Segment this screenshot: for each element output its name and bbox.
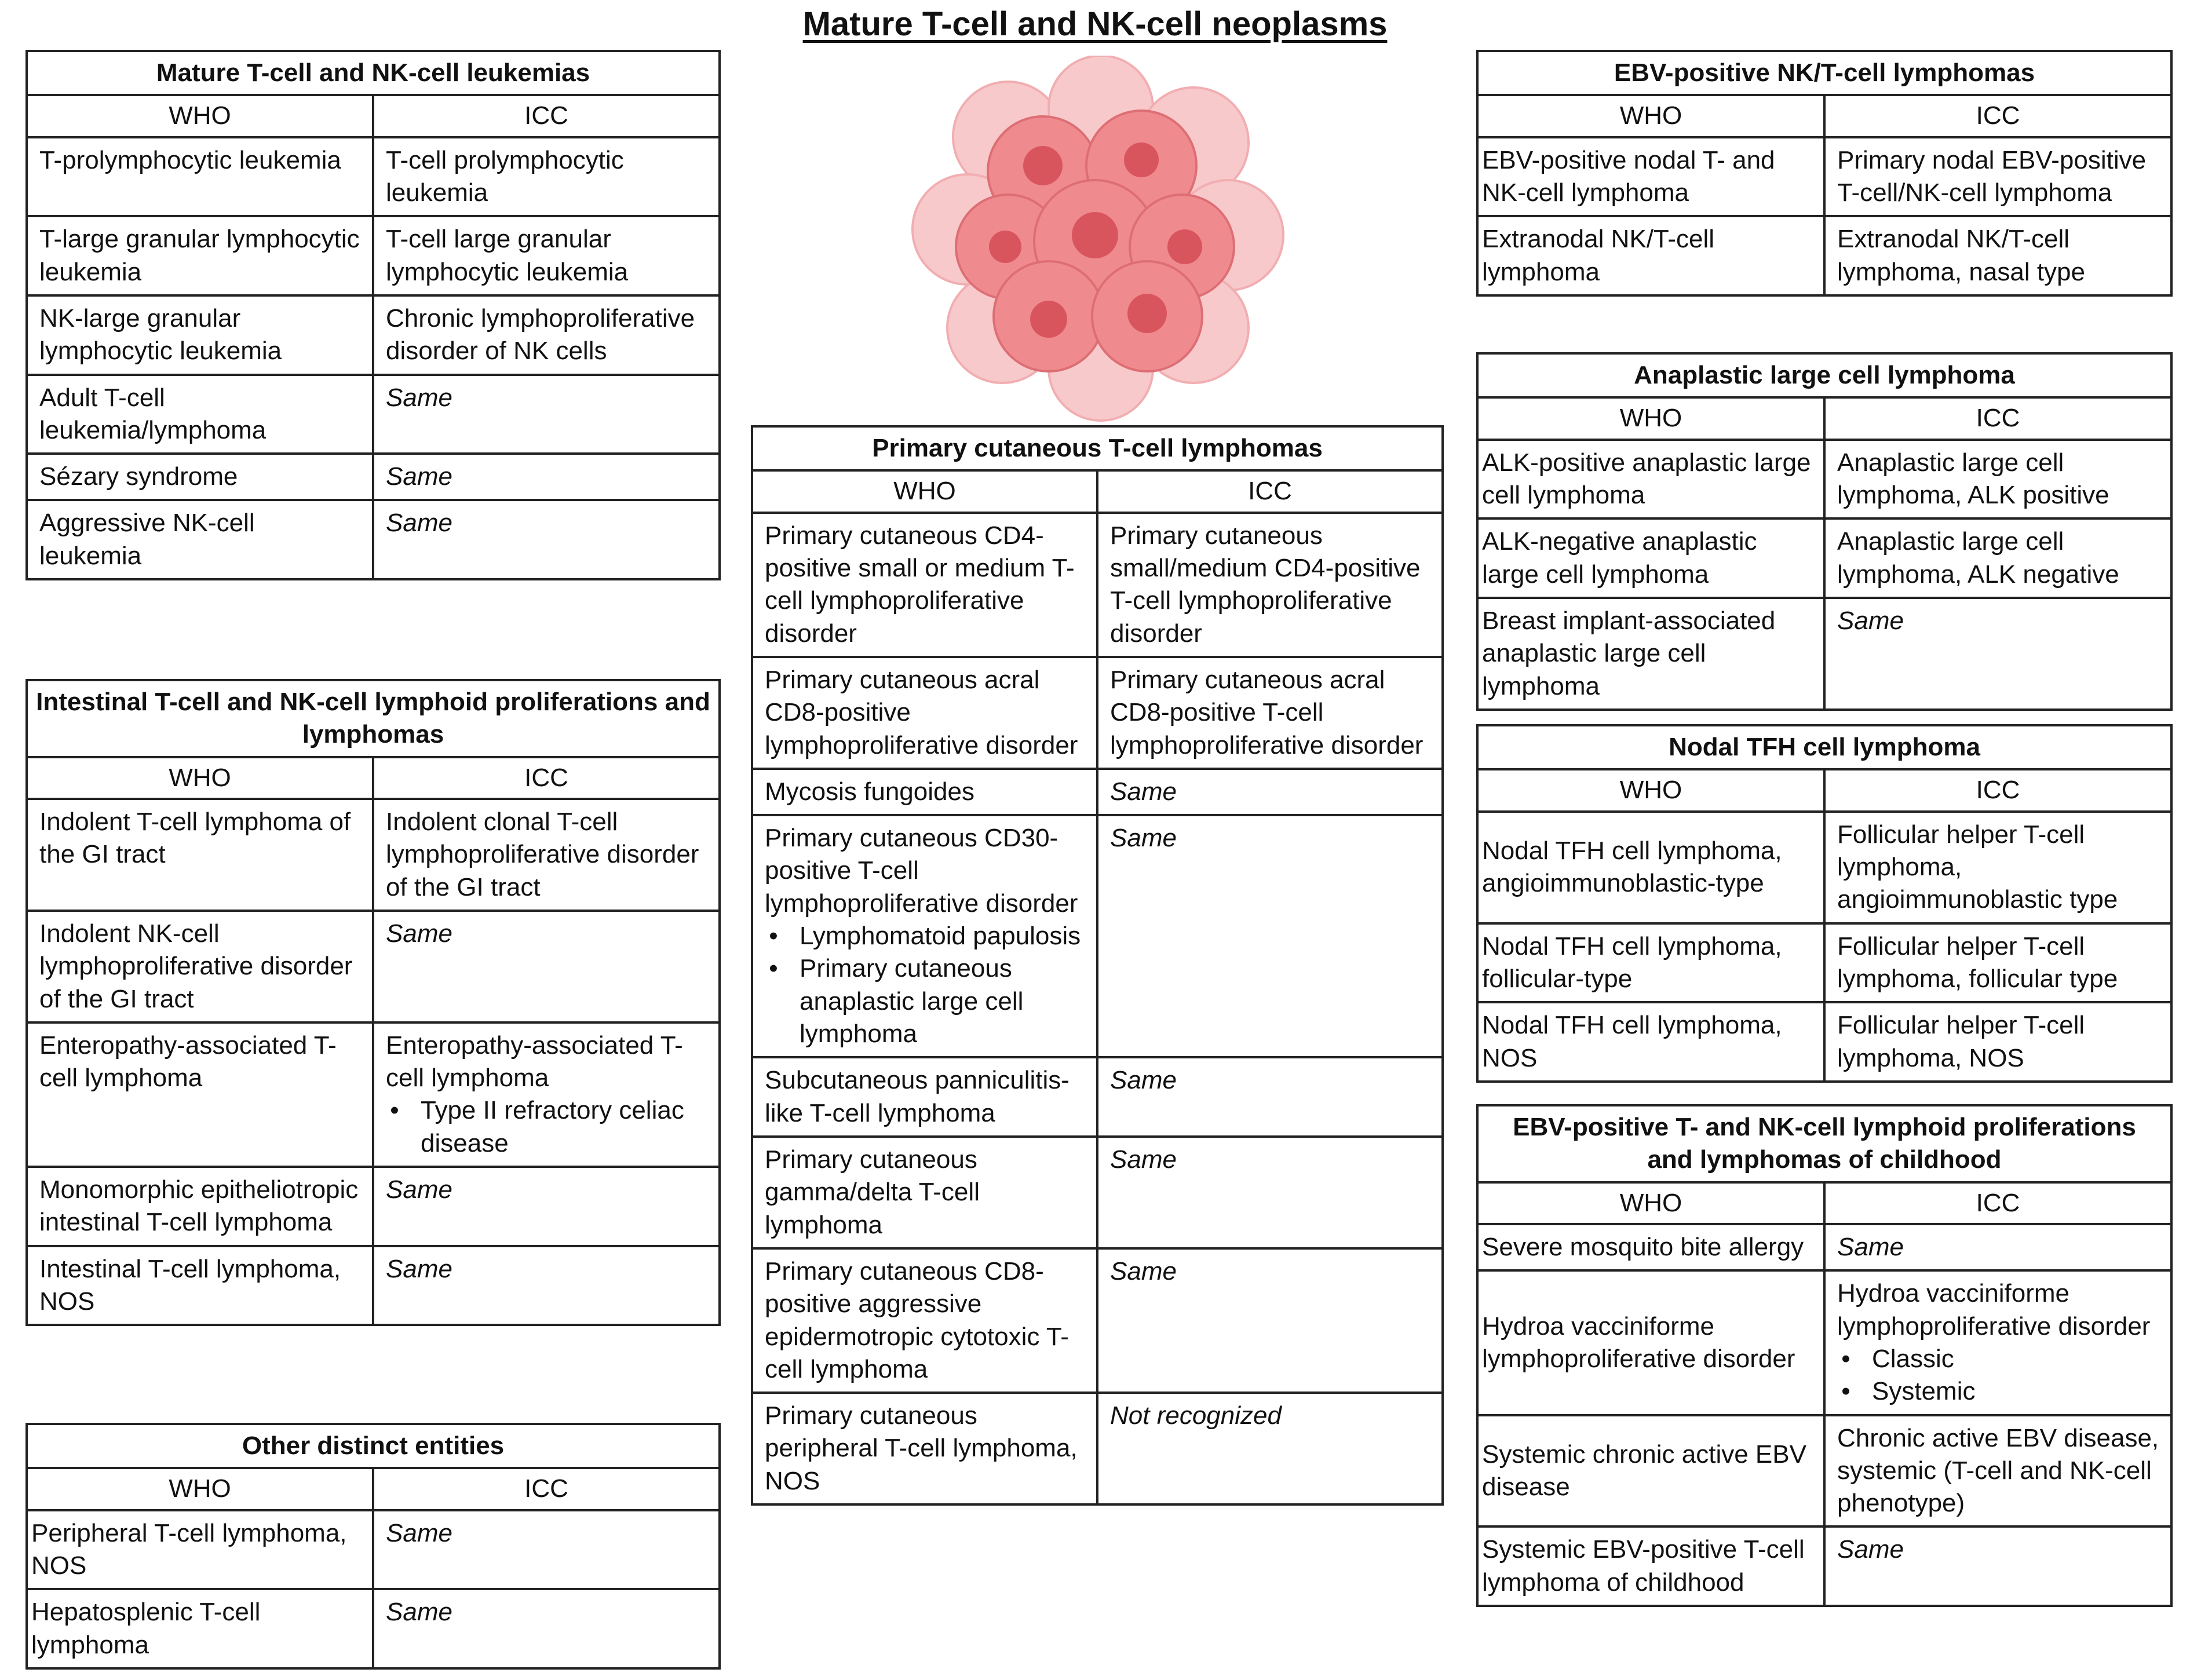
icc-cell: Same bbox=[373, 1246, 720, 1325]
who-cell: T-prolymphocytic leukemia bbox=[27, 137, 373, 217]
col-header-who: WHO bbox=[752, 470, 1097, 512]
col-header-icc: ICC bbox=[1824, 397, 2171, 439]
who-cell: Hydroa vacciniforme lymphoproliferative disorder bbox=[1477, 1270, 1824, 1415]
table-row bbox=[1477, 440, 2171, 519]
table-nodal-tfh bbox=[1476, 724, 2173, 1083]
table-row bbox=[27, 1510, 720, 1590]
table-row bbox=[27, 216, 720, 295]
icc-cell: Same bbox=[1097, 1137, 1443, 1248]
icc-cell: Same bbox=[1824, 1526, 2171, 1606]
icc-cell: Same bbox=[373, 500, 720, 579]
table-title: Other distinct entities bbox=[27, 1424, 720, 1468]
icc-cell: Primary cutaneous small/medium CD4-positive T-cell lymphoproliferative disorder bbox=[1097, 513, 1443, 657]
who-cell: Primary cutaneous acral CD8-positive lymphoproliferative disorder bbox=[752, 657, 1097, 769]
who-cell: Subcutaneous panniculitis-like T-cell lymphoma bbox=[752, 1057, 1097, 1137]
table-row bbox=[752, 1137, 1443, 1248]
who-cell: Severe mosquito bite allergy bbox=[1477, 1224, 1824, 1270]
col-header-who: WHO bbox=[27, 1468, 373, 1510]
table-row bbox=[27, 295, 720, 375]
page-title-text: Mature T-cell and NK-cell neoplasms bbox=[802, 5, 1388, 43]
table-title: Nodal TFH cell lymphoma bbox=[1477, 725, 2171, 769]
table-row bbox=[27, 1022, 720, 1167]
table-row bbox=[1477, 812, 2171, 923]
icc-cell: Indolent clonal T-cell lymphoproliferative disorder of the GI tract bbox=[373, 799, 720, 911]
table-childhood-ebv bbox=[1476, 1104, 2173, 1607]
who-cell: Peripheral T-cell lymphoma, NOS bbox=[27, 1510, 373, 1590]
table-title: Intestinal T-cell and NK-cell lymphoid proliferations and lymphomas bbox=[27, 680, 720, 757]
table-title: Primary cutaneous T-cell lymphomas bbox=[752, 426, 1443, 470]
icc-cell: Anaplastic large cell lymphoma, ALK positive bbox=[1824, 440, 2171, 519]
who-cell: Nodal TFH cell lymphoma, NOS bbox=[1477, 1002, 1824, 1082]
table-row bbox=[1477, 1415, 2171, 1527]
table-row bbox=[27, 1246, 720, 1325]
icc-cell: T-cell large granular lymphocytic leukemia bbox=[373, 216, 720, 295]
col-header-icc: ICC bbox=[373, 95, 720, 137]
who-cell: Intestinal T-cell lymphoma, NOS bbox=[27, 1246, 373, 1325]
table-row bbox=[1477, 518, 2171, 598]
who-cell: Hepatosplenic T-cell lymphoma bbox=[27, 1589, 373, 1668]
who-cell: T-large granular lymphocytic leukemia bbox=[27, 216, 373, 295]
table-ebv-nk bbox=[1476, 50, 2173, 297]
col-header-icc: ICC bbox=[1824, 769, 2171, 811]
who-cell: ALK-positive anaplastic large cell lymphoma bbox=[1477, 440, 1824, 519]
table-row bbox=[27, 500, 720, 579]
who-cell: Indolent NK-cell lymphoproliferative disorder of the GI tract bbox=[27, 911, 373, 1022]
icc-cell: Same bbox=[373, 1167, 720, 1246]
table-row bbox=[1477, 216, 2171, 295]
table-leukemias bbox=[25, 50, 721, 580]
table-row bbox=[752, 1393, 1443, 1504]
table-row bbox=[1477, 1224, 2171, 1270]
who-cell bbox=[752, 815, 1097, 1057]
who-cell: Indolent T-cell lymphoma of the GI tract bbox=[27, 799, 373, 911]
icc-cell: Same bbox=[1097, 1057, 1443, 1137]
icc-cell bbox=[373, 1022, 720, 1167]
table-row bbox=[752, 815, 1443, 1057]
table-row bbox=[752, 1057, 1443, 1137]
icc-cell: Primary nodal EBV-positive T-cell/NK-cell lymphoma bbox=[1824, 137, 2171, 217]
table-intestinal bbox=[25, 679, 721, 1326]
bullet-item: • Lymphomatoid papulosis bbox=[800, 920, 1086, 952]
col-header-icc: ICC bbox=[1824, 95, 2171, 137]
table-row bbox=[752, 769, 1443, 815]
table-title: EBV-positive T- and NK-cell lymphoid proliferations and lymphomas of childhood bbox=[1477, 1105, 2171, 1182]
table-row bbox=[27, 799, 720, 911]
col-header-icc: ICC bbox=[1097, 470, 1443, 512]
who-cell: Extranodal NK/T-cell lymphoma bbox=[1477, 216, 1824, 295]
icc-cell: Follicular helper T-cell lymphoma, angioimmunoblastic type bbox=[1824, 812, 2171, 923]
who-cell: Nodal TFH cell lymphoma, follicular-type bbox=[1477, 923, 1824, 1003]
table-row bbox=[27, 137, 720, 217]
who-cell: ALK-negative anaplastic large cell lymphoma bbox=[1477, 518, 1824, 598]
who-cell: EBV-positive nodal T- and NK-cell lymphoma bbox=[1477, 137, 1824, 217]
who-cell: Breast implant-associated anaplastic large cell lymphoma bbox=[1477, 598, 1824, 710]
col-header-who: WHO bbox=[1477, 1182, 1824, 1224]
col-header-who: WHO bbox=[27, 757, 373, 799]
icc-cell: Same bbox=[373, 1589, 720, 1668]
who-cell: Nodal TFH cell lymphoma, angioimmunoblastic-type bbox=[1477, 812, 1824, 923]
table-row bbox=[1477, 1526, 2171, 1606]
col-header-who: WHO bbox=[27, 95, 373, 137]
table-row bbox=[1477, 1002, 2171, 1082]
table-row bbox=[1477, 598, 2171, 710]
table-alcl bbox=[1476, 352, 2173, 711]
who-cell: Primary cutaneous CD4-positive small or medium T-cell lymphoproliferative disorder bbox=[752, 513, 1097, 657]
bullet-item: • Systemic bbox=[1872, 1375, 2160, 1408]
icc-text: Hydroa vacciniforme lymphoproliferative disorder bbox=[1837, 1279, 2151, 1341]
col-header-icc: ICC bbox=[373, 757, 720, 799]
col-header-icc: ICC bbox=[1824, 1182, 2171, 1224]
who-cell: Primary cutaneous peripheral T-cell lymphoma, NOS bbox=[752, 1393, 1097, 1504]
bullet-item: • Type II refractory celiac disease bbox=[421, 1094, 708, 1160]
bullet-item: • Classic bbox=[1872, 1343, 2160, 1375]
icc-cell: Chronic lymphoproliferative disorder of NK cells bbox=[373, 295, 720, 375]
col-header-icc: ICC bbox=[373, 1468, 720, 1510]
col-header-who: WHO bbox=[1477, 769, 1824, 811]
table-row bbox=[27, 911, 720, 1022]
bullet-item: • Primary cutaneous anaplastic large cell lymphoma bbox=[800, 952, 1086, 1050]
icc-cell: Follicular helper T-cell lymphoma, follicular type bbox=[1824, 923, 2171, 1003]
icc-cell: Same bbox=[373, 911, 720, 1022]
icc-cell bbox=[1824, 1270, 2171, 1415]
who-cell: Primary cutaneous CD8-positive aggressive epidermotropic cytotoxic T-cell lymphoma bbox=[752, 1248, 1097, 1393]
who-text: Primary cutaneous CD30-positive T-cell lymphoproliferative disorder bbox=[765, 824, 1078, 918]
who-cell: NK-large granular lymphocytic leukemia bbox=[27, 295, 373, 375]
icc-cell: Follicular helper T-cell lymphoma, NOS bbox=[1824, 1002, 2171, 1082]
table-row bbox=[27, 1167, 720, 1246]
page-title bbox=[0, 5, 2190, 43]
icc-cell: Same bbox=[1824, 598, 2171, 710]
cell-cluster-illustration bbox=[892, 56, 1298, 426]
icc-cell: Extranodal NK/T-cell lymphoma, nasal type bbox=[1824, 216, 2171, 295]
table-row bbox=[752, 513, 1443, 657]
icc-cell: Same bbox=[373, 454, 720, 500]
icc-cell: Primary cutaneous acral CD8-positive T-cell lymphoproliferative disorder bbox=[1097, 657, 1443, 769]
who-cell: Mycosis fungoides bbox=[752, 769, 1097, 815]
col-header-who: WHO bbox=[1477, 95, 1824, 137]
col-header-who: WHO bbox=[1477, 397, 1824, 439]
table-other-entities bbox=[25, 1423, 721, 1670]
who-cell: Systemic chronic active EBV disease bbox=[1477, 1415, 1824, 1527]
table-row bbox=[27, 1589, 720, 1668]
table-row bbox=[1477, 923, 2171, 1003]
who-cell: Primary cutaneous gamma/delta T-cell lymphoma bbox=[752, 1137, 1097, 1248]
table-row bbox=[752, 657, 1443, 769]
table-title: Anaplastic large cell lymphoma bbox=[1477, 353, 2171, 397]
who-cell: Sézary syndrome bbox=[27, 454, 373, 500]
icc-cell: Same bbox=[1097, 1248, 1443, 1393]
table-row bbox=[752, 1248, 1443, 1393]
table-title: Mature T-cell and NK-cell leukemias bbox=[27, 51, 720, 95]
icc-cell: Same bbox=[1824, 1224, 2171, 1270]
table-row bbox=[1477, 137, 2171, 217]
icc-cell: Same bbox=[1097, 769, 1443, 815]
icc-cell: Anaplastic large cell lymphoma, ALK negative bbox=[1824, 518, 2171, 598]
table-title: EBV-positive NK/T-cell lymphomas bbox=[1477, 51, 2171, 95]
icc-cell: Same bbox=[373, 1510, 720, 1590]
icc-text: Enteropathy-associated T-cell lymphoma bbox=[386, 1031, 683, 1093]
icc-cell: T-cell prolymphocytic leukemia bbox=[373, 137, 720, 217]
icc-cell: Chronic active EBV disease, systemic (T-cell and NK-cell phenotype) bbox=[1824, 1415, 2171, 1527]
table-cutaneous bbox=[751, 425, 1444, 1506]
who-cell: Adult T-cell leukemia/lymphoma bbox=[27, 375, 373, 454]
who-cell: Enteropathy-associated T-cell lymphoma bbox=[27, 1022, 373, 1167]
table-row bbox=[1477, 1270, 2171, 1415]
icc-cell: Not recognized bbox=[1097, 1393, 1443, 1504]
icc-cell: Same bbox=[373, 375, 720, 454]
icc-cell: Same bbox=[1097, 815, 1443, 1057]
table-row bbox=[27, 454, 720, 500]
who-cell: Aggressive NK-cell leukemia bbox=[27, 500, 373, 579]
who-cell: Systemic EBV-positive T-cell lymphoma of childhood bbox=[1477, 1526, 1824, 1606]
table-row bbox=[27, 375, 720, 454]
who-cell: Monomorphic epitheliotropic intestinal T-cell lymphoma bbox=[27, 1167, 373, 1246]
